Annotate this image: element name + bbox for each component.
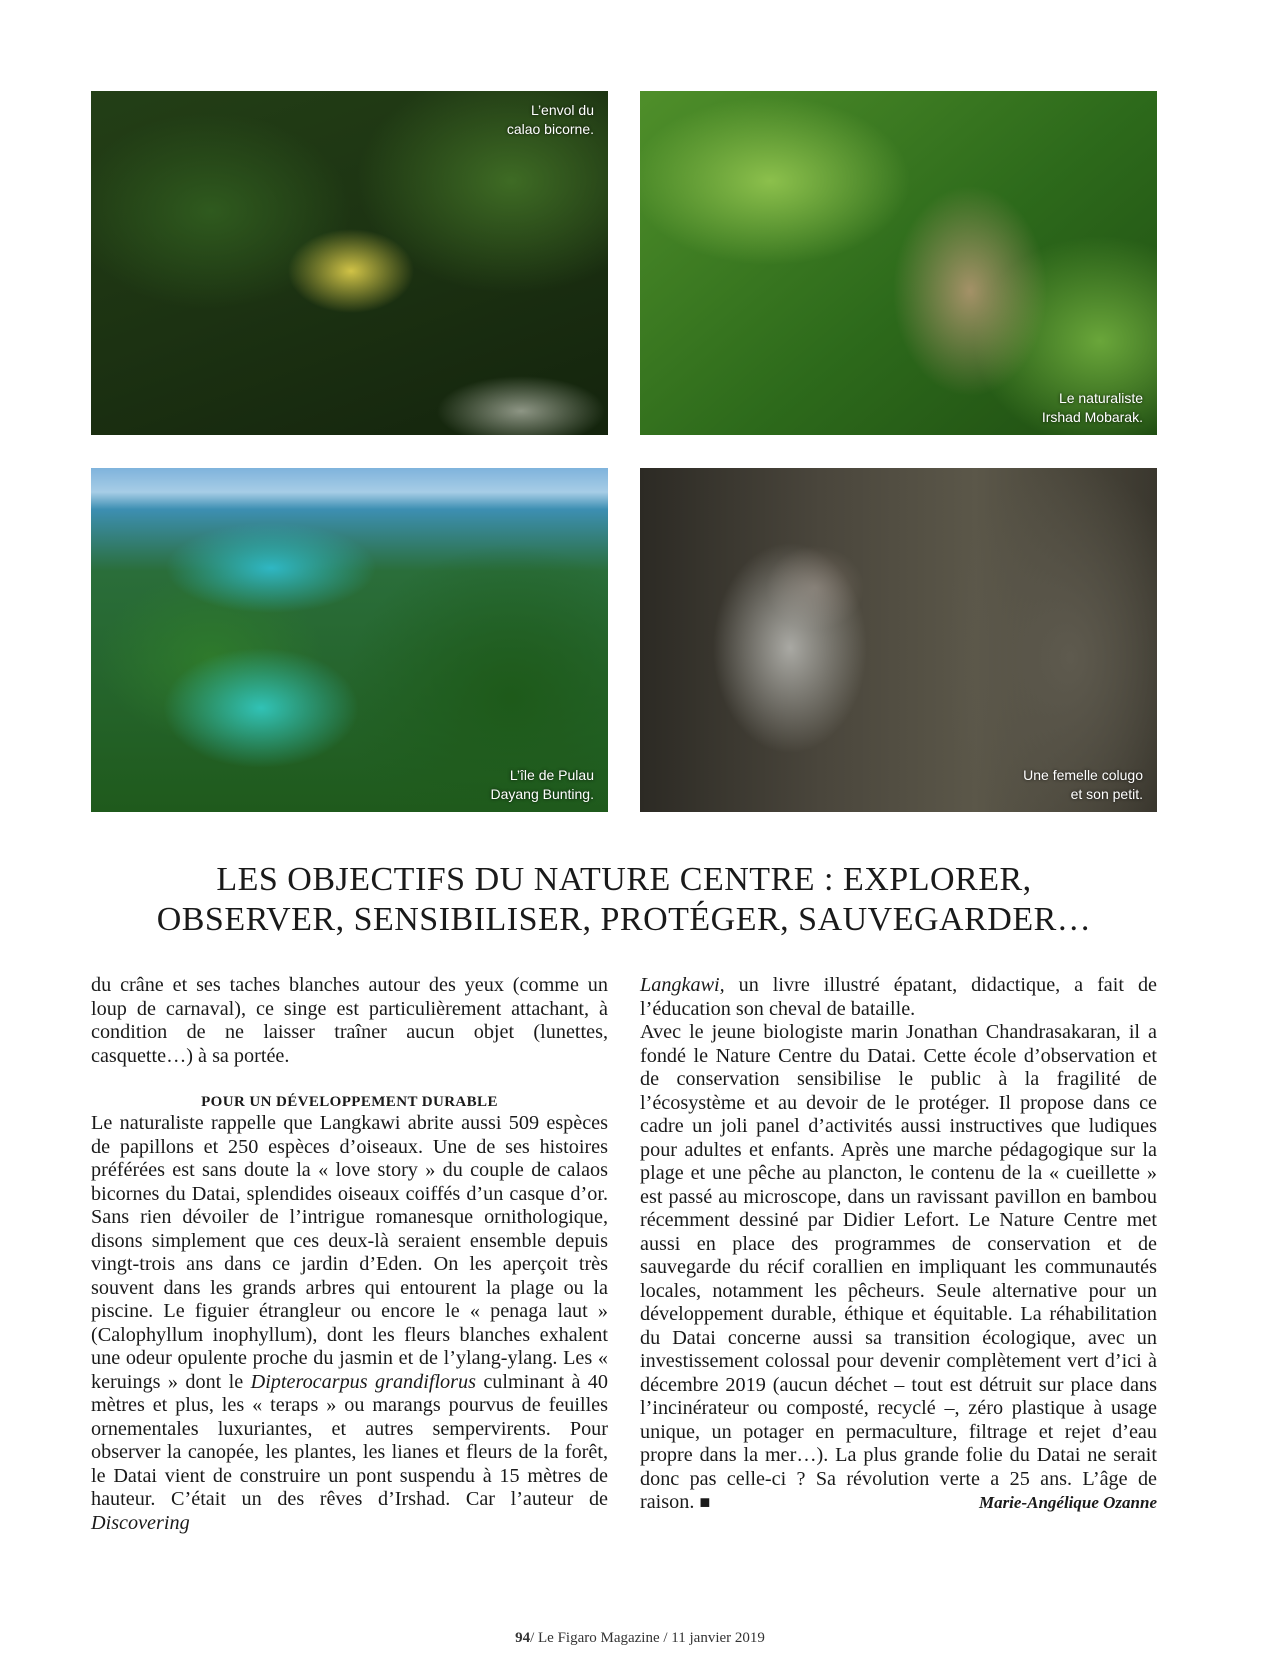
caption-line: et son petit. (1070, 786, 1143, 802)
photo-caption (1023, 766, 1143, 804)
headline (91, 860, 1157, 940)
photo-island (91, 468, 608, 812)
text-run: Avec le jeune biologiste marin Jonathan Chandrasakaran, il a fondé le Nature Centre du Datai. Cette école d’observation et de conservation sensibilise le public à la fragilité de l’écosystème et au devoir de le protéger. Il propose dans ce cadre un joli panel d’activités aussi instructives que ludiques pour adultes et enfants. Après une marche pédagogique sur la plage et une pêche au plancton, le contenu de la « cueillette » est passé au microscope, dans un ravissant pavillon en bambou récemment dessiné par Didier Lefort. Le Nature Centre met aussi en place des programmes de conservation et de sauvegarde du récif corallien en impliquant les communautés locales, notamment les pêcheurs. Seule alternative pour un développement durable, éthique et équitable. La réhabilitation du Datai concerne aussi sa transition écologique, avec un investissement colossal pour devenir complètement vert d’ici à décembre 2019 (aucun déchet – tout est détruit sur place dans l’incinérateur ou composté, recyclé –, zéro plastique à usage unique, un potager en permaculture, filtrage et rejet d’eau propre dans la mer…). La plus grande folie du Datai ne serait donc pas celle-ci ? Sa révolution verte a 25 ans. L’âge de raison. (640, 1021, 1157, 1513)
photo-hornbill (91, 91, 608, 435)
photo-caption (507, 101, 594, 139)
page-footer (0, 1630, 1280, 1647)
caption-line: calao bicorne. (506, 121, 594, 137)
caption-line: Une femelle colugo (1023, 767, 1143, 783)
photo-colugo (640, 468, 1157, 812)
article-paragraph (640, 1021, 1157, 1515)
caption-line: L’île de Pulau (509, 767, 594, 783)
headline-line: OBSERVER, SENSIBILISER, PROTÉGER, SAUVEGARDER… (156, 901, 1092, 938)
article-paragraph (640, 974, 1157, 1021)
end-mark: ■ (699, 1492, 711, 1512)
text-run: culminant à 40 mètres et plus, les « teraps » ou marangs pourvus de feuilles ornementales luxuriantes, et autres sempervirents. Pour observer la canopée, les plantes, les lianes et fleurs de la forêt, le Datai vient de construire un pont suspendu à 15 mètres de hauteur. C’était un des rêves d’Irshad. Car l’auteur de (91, 1370, 608, 1510)
caption-line: L’envol du (530, 102, 594, 118)
text-run: un livre illustré épatant, didactique, a fait de l’éducation son cheval de bataille. (640, 974, 1157, 1020)
paragraph-spacer (91, 1068, 608, 1092)
caption-line: Dayang Bunting. (490, 786, 594, 802)
text-run: Le naturaliste rappelle que Langkawi abrite aussi 509 espèces de papillons et 250 espèces d’oiseaux. Une de ses histoires préférées est sans doute la « love story » du couple de calaos bicornes du Datai, splendides oiseaux coiffés d’un casque d’or. Sans rien dévoiler de l’intrigue romanesque ornithologique, disons simplement que ces deux-là seraient ensemble depuis vingt-trois ans dans ce jardin d’Eden. On les aperçoit très souvent dans les grands arbres qui entourent la plage ou la piscine. Le figuier étrangleur ou encore le « penaga laut » (Calophyllum inophyllum), dont les fleurs blanches exhalent une odeur opulente proche du jasmin et de l’ylang-ylang. Les « keruings » dont le (91, 1112, 608, 1393)
headline-line: LES OBJECTIFS DU NATURE CENTRE : EXPLORER, (216, 861, 1032, 898)
section-subhead: POUR UN DÉVELOPPEMENT DURABLE (201, 1094, 498, 1110)
article-column-left (91, 974, 608, 1535)
article-column-right (640, 974, 1157, 1515)
italic-text-run: Langkawi, (640, 974, 725, 996)
italic-text-run: Discovering (91, 1511, 190, 1534)
photo-naturalist (640, 91, 1157, 435)
article-paragraph (91, 1112, 608, 1535)
caption-line: Irshad Mobarak. (1041, 409, 1143, 425)
italic-text-run: Dipterocarpus grandiflorus (250, 1370, 476, 1393)
page-number: 94 (515, 1630, 531, 1646)
publication-info: / Le Figaro Magazine / 11 janvier 2019 (530, 1630, 765, 1646)
photo-caption (1042, 389, 1143, 427)
byline: Marie-Angélique Ozanne (978, 1493, 1157, 1512)
photo-caption (490, 766, 594, 804)
caption-line: Le naturaliste (1058, 390, 1143, 406)
article-paragraph: du crâne et ses taches blanches autour des yeux (comme un loup de carnaval), ce singe est particulièrement attachant, à condition de ne laisser traîner aucun objet (lunettes, casquette…) à sa portée. (91, 974, 608, 1067)
